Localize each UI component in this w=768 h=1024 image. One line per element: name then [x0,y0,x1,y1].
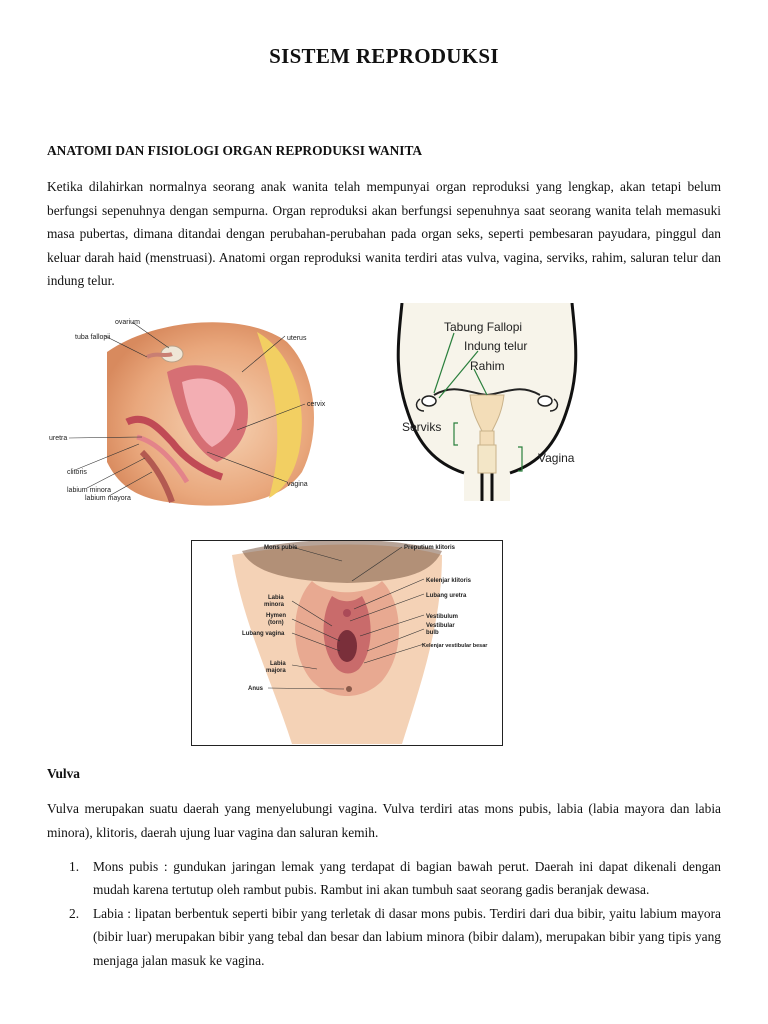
label-hymen-line1: Hymen [266,613,287,619]
label-uterus: uterus [287,335,307,342]
label-rahim: Rahim [470,359,505,373]
vulva-paragraph: Vulva merupakan suatu daerah yang menyelubungi vagina. Vulva terdiri atas mons pubis, labia (labia mayora dan labia minora), klitoris, daerah ujung luar vagina dan saluran kemih. [47,801,721,840]
label-indung-telur: Indung telur [464,339,528,353]
label-tuba-fallopii: tuba fallopii [75,334,111,341]
section-heading: ANATOMI DAN FISIOLOGI ORGAN REPRODUKSI WANITA [47,143,423,158]
label-tabung-fallopi: Tabung Fallopi [444,320,523,334]
label-cervix: cervix [307,401,326,408]
label-vagina: vagina [287,481,308,488]
list-item-number: 2. [69,905,80,921]
sagittal-anatomy-illustration [47,312,337,510]
page-title: SISTEM REPRODUKSI [269,44,499,68]
front-anatomy-illustration [374,303,600,501]
vulva-anatomy-illustration [192,541,501,744]
vulva-anatomy-figure [191,540,503,746]
label-labia-minora-line2: minora [264,602,285,608]
label-labia-majora-line1: Labia [270,661,286,667]
front-anatomy-figure [374,303,600,501]
label-ovarium: ovarium [115,319,140,326]
label-kelenjar-vestibular-besar: Kelenjar vestibular besar [422,643,488,649]
label-lubang-uretra: Lubang uretra [426,593,467,599]
label-serviks: Serviks [402,420,442,434]
vulva-parts-list [47,855,721,972]
list-item-number: 1. [69,859,80,874]
label-labium-mayora: labium mayora [85,495,131,502]
label-labia-majora-line2: majora [266,668,286,674]
label-vestibular-bulb-line2: bulb [426,630,439,636]
vulva-heading: Vulva [47,766,80,781]
label-vestibulum: Vestibulum [426,614,459,620]
list-item-text: Labia : lipatan berbentuk seperti bibir yang terletak di dasar mons pubis. Terdiri dari dua bibir, yaitu labium mayora (bibir luar) merupakan bibir yang tebal dan besar dan labium minora (bibir dalam), merupakan bibir yang tipis yang menjaga jalan masuk ke vagina. [93,905,721,968]
list-item [47,902,721,972]
list-item-text: Mons pubis : gundukan jaringan lemak yang terdapat di bagian bawah perut. Daerah ini dapat dikenali dengan mudah karena tertutup oleh rambut pubis. Rambut ini akan tumbuh saat seorang gadis beranjak dewasa. [93,859,721,898]
label-preputium-klitoris: Preputium klitoris [404,545,456,551]
label-mons-pubis: Mons pubis [264,545,298,551]
sagittal-anatomy-figure [47,312,337,510]
label-clitoris: clitoris [67,469,87,476]
label-anus: Anus [248,686,263,692]
label-uretra: uretra [49,435,68,442]
label-vestibular-bulb-line1: Vestibular [426,623,455,629]
label-labium-minora: labium minora [67,487,111,494]
label-kelenjar-klitoris: Kelenjar klitoris [426,578,472,584]
label-lubang-vagina: Lubang vagina [242,631,285,637]
intro-paragraph: Ketika dilahirkan normalnya seorang anak wanita telah mempunyai organ reproduksi yang lengkap, akan tetapi belum berfungsi sepenuhnya dengan sempurna. Organ reproduksi akan berfungsi sepenuhnya saat seorang wanita telah memasuki masa pubertas, dimana ditandai dengan perubahan-perubahan pada organ seks, seperti pembesaran payudara, pinggul dan keluar darah haid (menstruasi). Anatomi organ reproduksi wanita terdiri atas vulva, vagina, serviks, rahim, saluran telur dan indung telur. [47,179,721,289]
list-item [47,855,721,902]
label-vagina-front: Vagina [538,451,575,465]
label-labia-minora-line1: Labia [268,595,284,601]
label-hymen-line2: (torn) [268,620,284,626]
